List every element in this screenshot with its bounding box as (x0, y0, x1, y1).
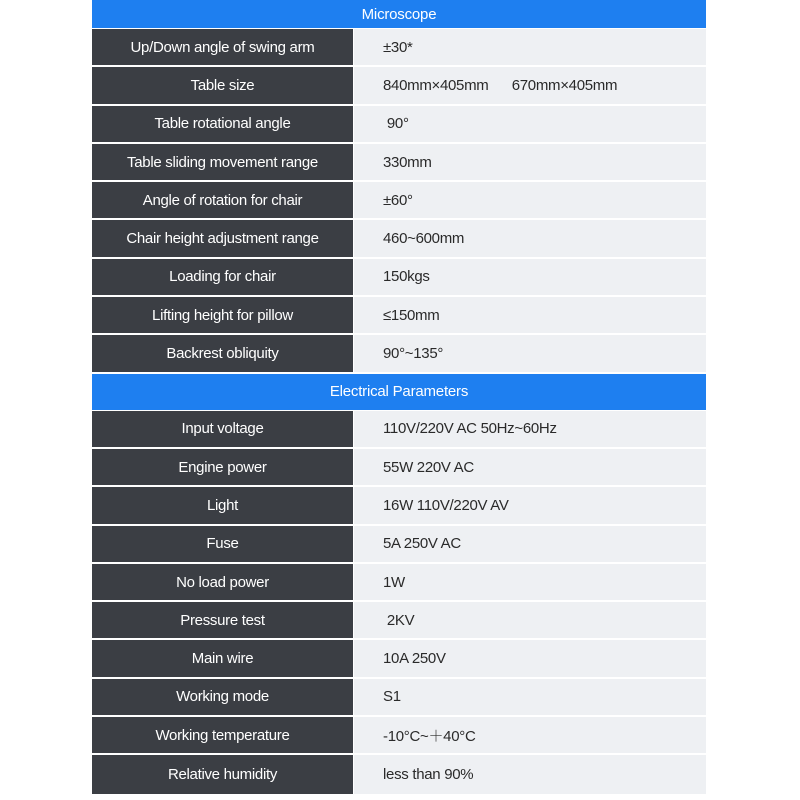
spec-row (92, 29, 706, 67)
spec-value: 10A 250V (353, 640, 706, 676)
spec-value: 90° (353, 106, 706, 142)
spec-value: 150kgs (353, 259, 706, 295)
spec-label: Backrest obliquity (92, 335, 353, 371)
spec-row (92, 106, 706, 144)
spec-label: Light (92, 487, 353, 523)
microscope-spec-table (92, 29, 706, 374)
spec-row (92, 297, 706, 335)
spec-label: No load power (92, 564, 353, 600)
spec-label: Table size (92, 67, 353, 103)
spec-value: 16W 110V/220V AV (353, 487, 706, 523)
spec-label: Table rotational angle (92, 106, 353, 142)
spec-label: Relative humidity (92, 755, 353, 793)
section-header-electrical-parameters: Electrical Parameters (92, 374, 706, 410)
spec-value: 840mm×405mm 670mm×405mm (353, 67, 706, 103)
spec-value: 90°~135° (353, 335, 706, 371)
spec-label: Pressure test (92, 602, 353, 638)
spec-row (92, 67, 706, 105)
spec-value: 2KV (353, 602, 706, 638)
spec-row (92, 182, 706, 220)
spec-value: ≤150mm (353, 297, 706, 333)
spec-label: Table sliding movement range (92, 144, 353, 180)
spec-value: 460~600mm (353, 220, 706, 256)
electrical-spec-table (92, 411, 706, 794)
spec-row (92, 526, 706, 564)
spec-value: ±30* (353, 29, 706, 65)
spec-row (92, 755, 706, 793)
spec-label: Working mode (92, 679, 353, 715)
spec-label: Chair height adjustment range (92, 220, 353, 256)
spec-sheet (92, 0, 706, 794)
spec-value: less than 90% (353, 755, 706, 793)
spec-row (92, 564, 706, 602)
spec-row (92, 717, 706, 755)
spec-row (92, 602, 706, 640)
spec-value: 110V/220V AC 50Hz~60Hz (353, 411, 706, 447)
spec-row (92, 259, 706, 297)
spec-row (92, 411, 706, 449)
spec-label: Input voltage (92, 411, 353, 447)
spec-value: 55W 220V AC (353, 449, 706, 485)
spec-label: Working temperature (92, 717, 353, 753)
spec-label: Loading for chair (92, 259, 353, 295)
spec-value: S1 (353, 679, 706, 715)
spec-label: Lifting height for pillow (92, 297, 353, 333)
spec-label: Main wire (92, 640, 353, 676)
spec-row (92, 144, 706, 182)
spec-row (92, 449, 706, 487)
spec-label: Up/Down angle of swing arm (92, 29, 353, 65)
spec-row (92, 640, 706, 678)
spec-value: ±60° (353, 182, 706, 218)
spec-row (92, 220, 706, 258)
spec-value: 330mm (353, 144, 706, 180)
spec-row (92, 487, 706, 525)
spec-value: 1W (353, 564, 706, 600)
spec-row (92, 335, 706, 373)
spec-label: Angle of rotation for chair (92, 182, 353, 218)
section-header-microscope: Microscope (92, 0, 706, 28)
spec-value: -10°C~＋40°C (353, 717, 706, 753)
spec-value: 5A 250V AC (353, 526, 706, 562)
spec-label: Engine power (92, 449, 353, 485)
spec-row (92, 679, 706, 717)
spec-label: Fuse (92, 526, 353, 562)
